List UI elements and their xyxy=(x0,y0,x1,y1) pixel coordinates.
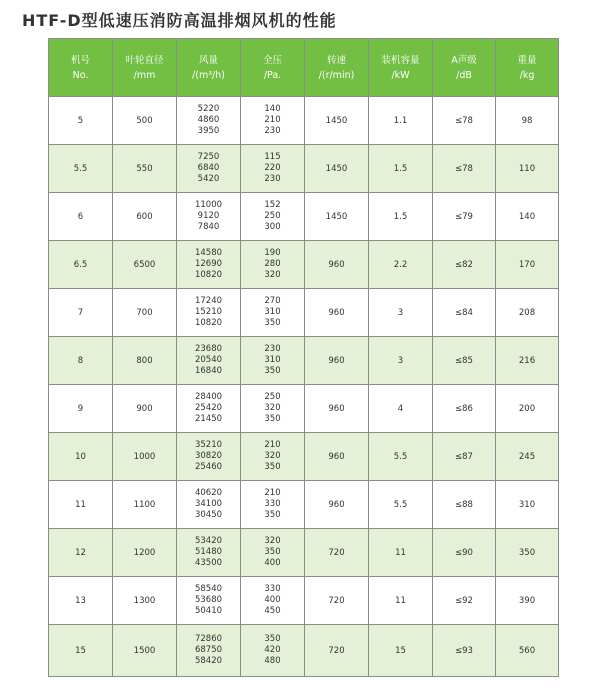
cell-installed-power: 1.1 xyxy=(369,97,433,145)
header-model-no: 机号 No. xyxy=(49,39,113,97)
cell-total-pressure-value: 140 xyxy=(264,104,281,114)
cell-total-pressure-value: 350 xyxy=(264,634,281,644)
cell-weight: 208 xyxy=(496,289,559,337)
cell-impeller-diameter: 1300 xyxy=(113,577,177,625)
cell-weight: 310 xyxy=(496,481,559,529)
cell-impeller-diameter: 500 xyxy=(113,97,177,145)
cell-installed-power: 3 xyxy=(369,337,433,385)
cell-impeller-diameter: 1000 xyxy=(113,433,177,481)
cell-total-pressure-value: 320 xyxy=(264,536,281,546)
cell-total-pressure-value: 330 xyxy=(264,584,281,594)
cell-speed: 720 xyxy=(305,577,369,625)
cell-impeller-diameter: 550 xyxy=(113,145,177,193)
cell-total-pressure-value: 250 xyxy=(264,211,281,221)
cell-speed: 1450 xyxy=(305,97,369,145)
cell-total-pressure xyxy=(241,625,305,677)
cell-airflow-value: 43500 xyxy=(194,558,223,568)
cell-total-pressure-value: 230 xyxy=(264,344,281,354)
cell-sound-level: ≤85 xyxy=(433,337,496,385)
cell-total-pressure-value: 190 xyxy=(264,248,281,258)
cell-airflow-value: 28400 xyxy=(194,392,223,402)
cell-total-pressure-value: 350 xyxy=(264,366,281,376)
cell-airflow-value: 16840 xyxy=(194,366,223,376)
cell-model-no: 9 xyxy=(49,385,113,433)
cell-total-pressure-value: 480 xyxy=(264,656,281,666)
cell-sound-level: ≤86 xyxy=(433,385,496,433)
cell-weight: 350 xyxy=(496,529,559,577)
cell-airflow-value: 35210 xyxy=(194,440,223,450)
cell-airflow-value: 40620 xyxy=(194,488,223,498)
cell-total-pressure xyxy=(241,577,305,625)
cell-total-pressure xyxy=(241,433,305,481)
cell-airflow-value: 23680 xyxy=(194,344,223,354)
cell-installed-power: 1.5 xyxy=(369,193,433,241)
cell-installed-power: 15 xyxy=(369,625,433,677)
cell-total-pressure xyxy=(241,385,305,433)
cell-total-pressure-value: 400 xyxy=(264,595,281,605)
cell-weight: 560 xyxy=(496,625,559,677)
cell-airflow-value: 30820 xyxy=(194,451,223,461)
cell-airflow-value: 9120 xyxy=(197,211,220,221)
cell-total-pressure xyxy=(241,481,305,529)
table-row xyxy=(49,289,559,337)
cell-sound-level: ≤88 xyxy=(433,481,496,529)
cell-total-pressure xyxy=(241,529,305,577)
cell-airflow-value: 20540 xyxy=(194,355,223,365)
cell-model-no: 11 xyxy=(49,481,113,529)
cell-airflow-value: 68750 xyxy=(194,645,223,655)
cell-installed-power: 5.5 xyxy=(369,481,433,529)
cell-total-pressure-value: 230 xyxy=(264,126,281,136)
cell-speed: 1450 xyxy=(305,145,369,193)
cell-total-pressure-value: 210 xyxy=(264,488,281,498)
header-installed-power: 装机容量 /kW xyxy=(369,39,433,97)
table-row xyxy=(49,481,559,529)
cell-sound-level: ≤87 xyxy=(433,433,496,481)
cell-model-no: 12 xyxy=(49,529,113,577)
cell-airflow-value: 50410 xyxy=(194,606,223,616)
cell-total-pressure-value: 320 xyxy=(264,270,281,280)
cell-airflow-value: 21450 xyxy=(194,414,223,424)
table-header-row xyxy=(49,39,559,97)
table-row xyxy=(49,241,559,289)
cell-model-no: 10 xyxy=(49,433,113,481)
header-sound-level: A声级 /dB xyxy=(433,39,496,97)
cell-weight: 200 xyxy=(496,385,559,433)
cell-sound-level: ≤79 xyxy=(433,193,496,241)
cell-airflow xyxy=(177,625,241,677)
cell-weight: 216 xyxy=(496,337,559,385)
cell-speed: 720 xyxy=(305,625,369,677)
cell-airflow xyxy=(177,385,241,433)
cell-sound-level: ≤82 xyxy=(433,241,496,289)
table-row xyxy=(49,385,559,433)
table-row xyxy=(49,529,559,577)
cell-total-pressure-value: 152 xyxy=(264,200,281,210)
cell-total-pressure xyxy=(241,337,305,385)
page-title: HTF-D型低速压消防高温排烟风机的性能 xyxy=(22,11,337,30)
cell-airflow-value: 72860 xyxy=(194,634,223,644)
cell-sound-level: ≤92 xyxy=(433,577,496,625)
cell-installed-power: 2.2 xyxy=(369,241,433,289)
header-weight: 重量 /kg xyxy=(496,39,559,97)
header-total-pressure: 全压 /Pa. xyxy=(241,39,305,97)
cell-sound-level: ≤93 xyxy=(433,625,496,677)
table-row xyxy=(49,337,559,385)
cell-installed-power: 11 xyxy=(369,529,433,577)
cell-total-pressure-value: 330 xyxy=(264,499,281,509)
cell-sound-level: ≤90 xyxy=(433,529,496,577)
cell-airflow-value: 6840 xyxy=(197,163,220,173)
cell-model-no: 6.5 xyxy=(49,241,113,289)
cell-total-pressure xyxy=(241,289,305,337)
cell-sound-level: ≤84 xyxy=(433,289,496,337)
cell-weight: 110 xyxy=(496,145,559,193)
cell-total-pressure xyxy=(241,193,305,241)
cell-airflow xyxy=(177,97,241,145)
cell-airflow xyxy=(177,193,241,241)
table-row xyxy=(49,577,559,625)
cell-total-pressure-value: 400 xyxy=(264,558,281,568)
cell-airflow xyxy=(177,529,241,577)
cell-speed: 960 xyxy=(305,289,369,337)
cell-total-pressure-value: 230 xyxy=(264,174,281,184)
table-row xyxy=(49,193,559,241)
cell-airflow xyxy=(177,433,241,481)
cell-installed-power: 4 xyxy=(369,385,433,433)
cell-impeller-diameter: 800 xyxy=(113,337,177,385)
cell-airflow-value: 10820 xyxy=(194,270,223,280)
cell-airflow-value: 25460 xyxy=(194,462,223,472)
cell-airflow xyxy=(177,289,241,337)
cell-airflow-value: 15210 xyxy=(194,307,223,317)
cell-total-pressure-value: 220 xyxy=(264,163,281,173)
cell-total-pressure-value: 310 xyxy=(264,355,281,365)
cell-total-pressure xyxy=(241,97,305,145)
cell-airflow-value: 11000 xyxy=(194,200,223,210)
cell-airflow-value: 53420 xyxy=(194,536,223,546)
cell-weight: 140 xyxy=(496,193,559,241)
cell-total-pressure-value: 280 xyxy=(264,259,281,269)
header-airflow: 风量 /(m³/h) xyxy=(177,39,241,97)
cell-impeller-diameter: 700 xyxy=(113,289,177,337)
cell-airflow-value: 7250 xyxy=(197,152,220,162)
cell-airflow-value: 4860 xyxy=(197,115,220,125)
cell-sound-level: ≤78 xyxy=(433,145,496,193)
cell-airflow-value: 17240 xyxy=(194,296,223,306)
cell-total-pressure-value: 320 xyxy=(264,451,281,461)
cell-airflow-value: 5420 xyxy=(197,174,220,184)
cell-model-no: 7 xyxy=(49,289,113,337)
cell-airflow-value: 12690 xyxy=(194,259,223,269)
cell-total-pressure-value: 210 xyxy=(264,115,281,125)
cell-total-pressure-value: 350 xyxy=(264,414,281,424)
cell-installed-power: 1.5 xyxy=(369,145,433,193)
cell-airflow xyxy=(177,481,241,529)
header-impeller-diameter: 叶轮直径 /mm xyxy=(113,39,177,97)
cell-weight: 98 xyxy=(496,97,559,145)
cell-impeller-diameter: 1200 xyxy=(113,529,177,577)
cell-impeller-diameter: 1100 xyxy=(113,481,177,529)
cell-model-no: 15 xyxy=(49,625,113,677)
cell-model-no: 5.5 xyxy=(49,145,113,193)
cell-airflow-value: 51480 xyxy=(194,547,223,557)
table-row xyxy=(49,433,559,481)
cell-airflow xyxy=(177,577,241,625)
cell-total-pressure-value: 115 xyxy=(264,152,281,162)
cell-impeller-diameter: 1500 xyxy=(113,625,177,677)
cell-sound-level: ≤78 xyxy=(433,97,496,145)
cell-weight: 390 xyxy=(496,577,559,625)
cell-total-pressure-value: 300 xyxy=(264,222,281,232)
cell-total-pressure-value: 350 xyxy=(264,462,281,472)
cell-installed-power: 11 xyxy=(369,577,433,625)
cell-airflow-value: 34100 xyxy=(194,499,223,509)
table-row xyxy=(49,625,559,677)
cell-total-pressure-value: 350 xyxy=(264,547,281,557)
cell-model-no: 13 xyxy=(49,577,113,625)
cell-airflow xyxy=(177,337,241,385)
table-body xyxy=(49,97,559,677)
cell-airflow-value: 14580 xyxy=(194,248,223,258)
cell-airflow-value: 30450 xyxy=(194,510,223,520)
cell-total-pressure-value: 210 xyxy=(264,440,281,450)
cell-speed: 960 xyxy=(305,337,369,385)
cell-airflow-value: 58420 xyxy=(194,656,223,666)
cell-weight: 170 xyxy=(496,241,559,289)
performance-table xyxy=(48,38,559,677)
cell-airflow-value: 58540 xyxy=(194,584,223,594)
cell-total-pressure-value: 450 xyxy=(264,606,281,616)
cell-total-pressure-value: 270 xyxy=(264,296,281,306)
cell-total-pressure-value: 350 xyxy=(264,510,281,520)
cell-total-pressure xyxy=(241,241,305,289)
header-speed: 转速 /(r/min) xyxy=(305,39,369,97)
cell-total-pressure xyxy=(241,145,305,193)
table-row xyxy=(49,145,559,193)
table-row xyxy=(49,97,559,145)
cell-speed: 960 xyxy=(305,241,369,289)
cell-model-no: 6 xyxy=(49,193,113,241)
cell-model-no: 5 xyxy=(49,97,113,145)
cell-airflow xyxy=(177,145,241,193)
cell-total-pressure-value: 250 xyxy=(264,392,281,402)
cell-installed-power: 3 xyxy=(369,289,433,337)
cell-airflow-value: 7840 xyxy=(197,222,220,232)
cell-model-no: 8 xyxy=(49,337,113,385)
cell-total-pressure-value: 350 xyxy=(264,318,281,328)
cell-speed: 960 xyxy=(305,433,369,481)
cell-airflow-value: 10820 xyxy=(194,318,223,328)
cell-impeller-diameter: 900 xyxy=(113,385,177,433)
cell-weight: 245 xyxy=(496,433,559,481)
cell-impeller-diameter: 6500 xyxy=(113,241,177,289)
cell-total-pressure-value: 310 xyxy=(264,307,281,317)
cell-speed: 1450 xyxy=(305,193,369,241)
cell-speed: 960 xyxy=(305,385,369,433)
cell-airflow-value: 3950 xyxy=(197,126,220,136)
cell-speed: 960 xyxy=(305,481,369,529)
cell-installed-power: 5.5 xyxy=(369,433,433,481)
cell-impeller-diameter: 600 xyxy=(113,193,177,241)
cell-total-pressure-value: 320 xyxy=(264,403,281,413)
cell-speed: 720 xyxy=(305,529,369,577)
cell-airflow-value: 53680 xyxy=(194,595,223,605)
cell-airflow xyxy=(177,241,241,289)
cell-airflow-value: 5220 xyxy=(197,104,220,114)
cell-airflow-value: 25420 xyxy=(194,403,223,413)
cell-total-pressure-value: 420 xyxy=(264,645,281,655)
